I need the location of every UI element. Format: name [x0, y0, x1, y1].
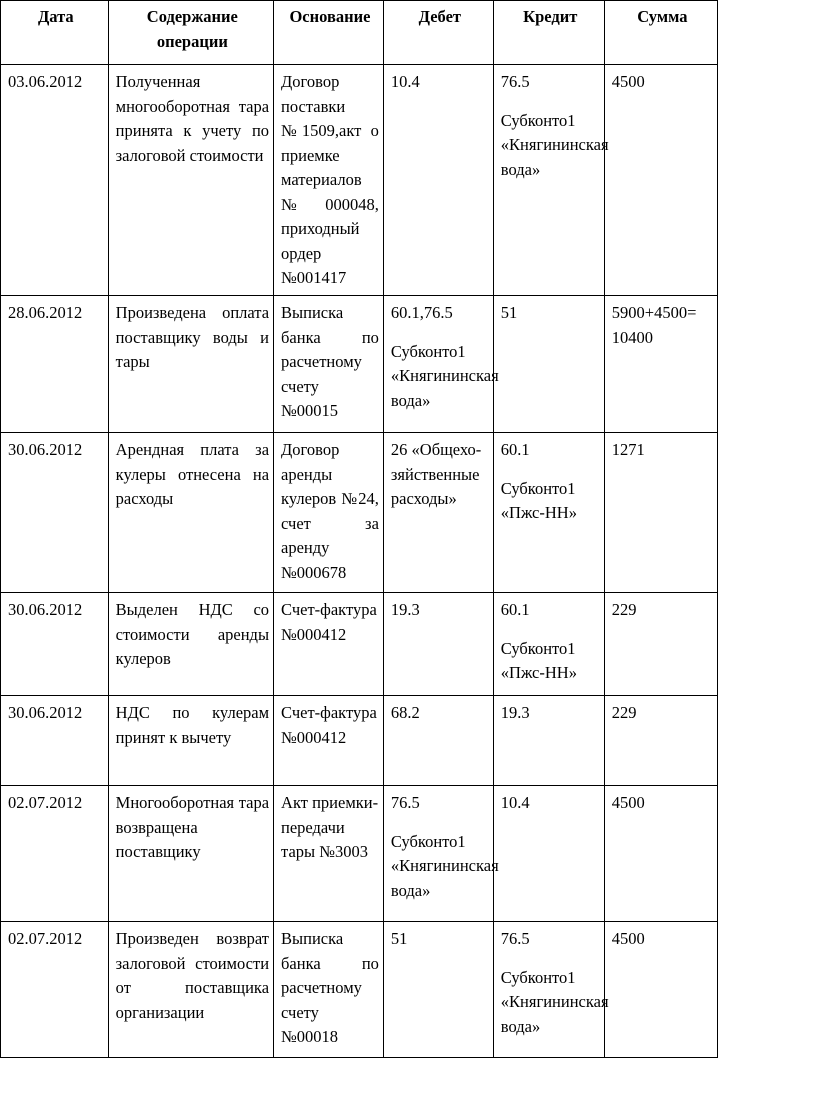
row-sum: 4500: [604, 65, 717, 296]
row-date: 03.06.2012: [1, 65, 109, 296]
row-sum: 4500: [604, 786, 717, 922]
row-sum: 229: [604, 696, 717, 786]
table-row: [1, 696, 718, 786]
row-credit: [493, 696, 604, 786]
row-credit: [493, 786, 604, 922]
header-date: Дата: [1, 1, 109, 65]
credit-account: 60.1: [500, 440, 530, 459]
row-debit: [383, 433, 493, 593]
row-content: Полученная многооборотная тара принята к учету по залоговой стоимости: [108, 65, 273, 296]
debit-account: 26 «Общехозяйственные расходы»: [390, 440, 482, 508]
row-credit: [493, 922, 609, 1058]
credit-subconto: Субконто1 «Княгининская вода»: [500, 967, 609, 1036]
row-basis: Счет-фактура №000412: [274, 593, 384, 696]
row-basis: Счет-фактура №000412: [274, 696, 384, 786]
row-basis: Выписка банка по расчетному счету №00015: [274, 296, 384, 433]
header-content: Содержание операции: [108, 1, 273, 65]
debit-account: 10.4: [390, 72, 420, 91]
row-basis: Выписка банка по расчетному счету №00018: [274, 922, 384, 1058]
table-row: [1, 922, 718, 1058]
debit-account: 19.3: [390, 600, 420, 619]
row-sum: 229: [604, 593, 717, 696]
header-credit: Кредит: [493, 1, 604, 65]
row-content: Произведена оплата поставщику воды и тары: [108, 296, 273, 433]
row-debit: [383, 296, 499, 433]
credit-account: 60.1: [500, 600, 530, 619]
row-content: Произведен возврат залоговой стоимости от поставщика организации: [108, 922, 273, 1058]
row-credit: [493, 593, 604, 696]
row-debit: [383, 65, 493, 296]
debit-subconto: Субконто1 «Княгининская вода»: [390, 831, 499, 900]
table-row: [1, 433, 718, 593]
table-row: [1, 296, 718, 433]
debit-account: 60.1,76.5: [390, 303, 453, 322]
row-date: 28.06.2012: [1, 296, 109, 433]
credit-account: 10.4: [500, 793, 530, 812]
row-content: Выделен НДС со стоимости аренды кулеров: [108, 593, 273, 696]
row-date: 02.07.2012: [1, 922, 109, 1058]
row-date: 30.06.2012: [1, 433, 109, 593]
row-sum: 5900+4500= 10400: [604, 296, 717, 433]
row-content: Арендная плата за кулеры отнесена на расходы: [108, 433, 273, 593]
row-date: 30.06.2012: [1, 593, 109, 696]
row-basis: Договор поставки №1509,акт о приемке материалов №000048, приходный ордер №001417: [274, 65, 384, 296]
row-debit: [383, 593, 493, 696]
row-date: 02.07.2012: [1, 786, 109, 922]
row-credit: [493, 65, 609, 296]
row-debit: [383, 922, 493, 1058]
row-debit: [383, 696, 493, 786]
debit-account: 51: [390, 929, 408, 948]
table-row: [1, 65, 718, 296]
header-sum: Сумма: [604, 1, 717, 65]
row-credit: [493, 296, 604, 433]
row-basis: Договор аренды кулеров №24, счет за аренду №000678: [274, 433, 384, 593]
credit-account: 76.5: [500, 72, 530, 91]
credit-subconto: Субконто1 «Пжс-НН»: [500, 638, 577, 682]
debit-account: 76.5: [390, 793, 420, 812]
row-sum: 1271: [604, 433, 717, 593]
row-basis: Акт приемки-передачи тары №3003: [274, 786, 384, 922]
header-debit: Дебет: [383, 1, 493, 65]
row-debit: [383, 786, 499, 922]
row-content: Многооборотная тара возвращена поставщику: [108, 786, 273, 922]
header-basis: Основание: [274, 1, 384, 65]
row-date: 30.06.2012: [1, 696, 109, 786]
credit-subconto: Субконто1 «Пжс-НН»: [500, 478, 577, 522]
credit-account: 51: [500, 303, 518, 322]
row-credit: [493, 433, 604, 593]
credit-subconto: Субконто1 «Княгининская вода»: [500, 110, 609, 179]
debit-subconto: Субконто1 «Княгининская вода»: [390, 341, 499, 410]
credit-account: 19.3: [500, 703, 530, 722]
row-content: НДС по кулерам принят к вычету: [108, 696, 273, 786]
row-sum: 4500: [604, 922, 717, 1058]
debit-account: 68.2: [390, 703, 420, 722]
table-header-row: [1, 1, 718, 65]
credit-account: 76.5: [500, 929, 530, 948]
table-row: [1, 593, 718, 696]
table-row: [1, 786, 718, 922]
